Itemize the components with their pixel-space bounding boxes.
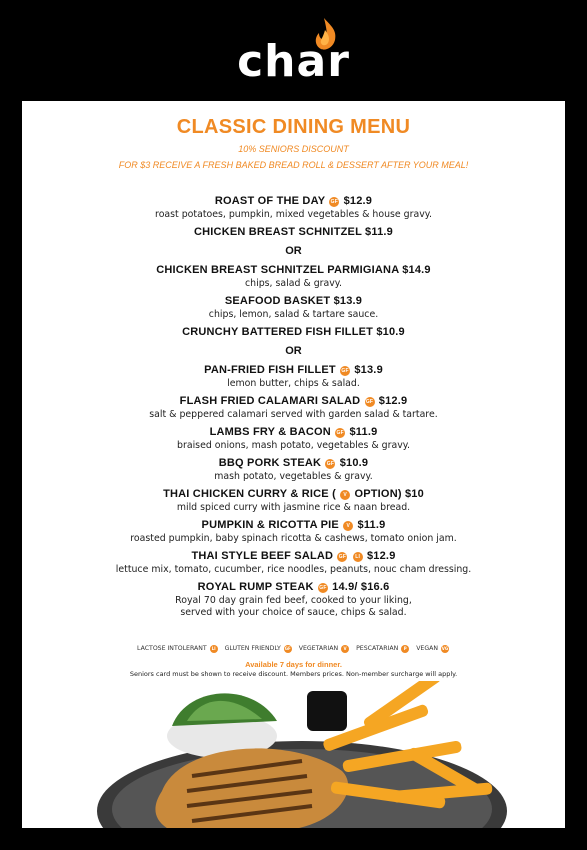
menu-item-name <box>22 294 565 309</box>
menu-item <box>22 487 565 514</box>
or-separator: OR <box>285 245 302 257</box>
diet-badge-icon: GF <box>336 430 344 436</box>
dish-name: THAI STYLE BEEF SALAD <box>191 550 334 562</box>
dish-name: ROYAL RUMP STEAK <box>197 581 314 593</box>
diet-badge-icon: V <box>340 490 350 500</box>
legend-badge-icon: LI <box>211 646 216 651</box>
menu-item-name <box>22 456 565 471</box>
dish-name: CHICKEN BREAST SCHNITZEL PARMIGIANA $14.9 <box>156 264 431 276</box>
header-logo-area <box>0 0 587 100</box>
brand-logo: char <box>237 36 350 87</box>
menu-item <box>22 518 565 545</box>
dish-price: OPTION) $10 <box>354 488 424 500</box>
dish-name: THAI CHICKEN CURRY & RICE ( <box>163 488 336 500</box>
dish-price: $11.9 <box>349 426 378 438</box>
legend-label: VEGETARIAN <box>298 645 339 652</box>
dish-description: salt & peppered calamari served with garden salad & tartare. <box>149 409 438 420</box>
dish-description: roast potatoes, pumpkin, mixed vegetables & house gravy. <box>155 209 432 220</box>
menu-title: CLASSIC DINING MENU <box>176 116 411 138</box>
legend-item <box>356 645 410 652</box>
menu-panel <box>22 101 565 828</box>
dish-price: $12.9 <box>366 550 396 562</box>
dish-price: $10.9 <box>339 457 369 469</box>
menu-item-name <box>22 394 565 409</box>
menu-item-name <box>22 425 565 440</box>
menu-item-name <box>22 549 565 564</box>
seniors-discount: 10% SENIORS DISCOUNT <box>238 144 349 154</box>
menu-item <box>22 263 565 290</box>
menu-item <box>22 194 565 221</box>
menu-item <box>22 225 565 240</box>
menu-item <box>22 325 565 340</box>
menu-item-name <box>22 325 565 340</box>
legend-badge-icon: V <box>341 645 349 653</box>
or-separator: OR <box>285 345 302 357</box>
legend-item <box>137 645 219 652</box>
dish-price: $12.9 <box>378 395 408 407</box>
dish-name: SEAFOOD BASKET $13.9 <box>224 295 363 307</box>
dish-description: Royal 70 day grain fed beef, cooked to your liking, served with your choice of sauce, chips & salad. <box>175 595 412 618</box>
legend-item <box>416 645 450 652</box>
dish-name: CRUNCHY BATTERED FISH FILLET $10.9 <box>182 326 405 338</box>
steak-and-chips-photo <box>92 681 512 828</box>
menu-item <box>22 394 565 421</box>
dish-description: lettuce mix, tomato, cucumber, rice noodles, peanuts, nouc cham dressing. <box>115 564 472 575</box>
dish-price: 14.9/ $16.6 <box>332 581 390 593</box>
dish-name: ROAST OF THE DAY <box>214 195 326 207</box>
legend-label: VEGAN <box>416 645 439 652</box>
menu-item-name <box>22 518 565 533</box>
legend-label: GLUTEN FRIENDLY <box>224 645 281 652</box>
menu-item <box>22 580 565 619</box>
legend-item <box>299 645 350 652</box>
dish-price: $11.9 <box>357 519 386 531</box>
dish-description: lemon butter, chips & salad. <box>227 378 360 389</box>
diet-badge-icon: GF <box>341 368 349 374</box>
menu-item <box>22 425 565 452</box>
menu-item-name <box>22 487 565 502</box>
legend-badge-icon: VG <box>441 646 449 651</box>
availability-note: Available 7 days for dinner. <box>245 660 342 669</box>
dish-price: $13.9 <box>354 364 383 376</box>
menu-item <box>22 363 565 390</box>
legend-badge-icon: GF <box>284 646 291 651</box>
legend-label: LACTOSE INTOLERANT <box>137 645 207 652</box>
menu-item-name <box>22 263 565 278</box>
menu-item-name <box>22 363 565 378</box>
menu-list <box>22 194 565 623</box>
diet-badge-icon: GF <box>319 585 327 591</box>
legend-item <box>225 645 293 652</box>
dish-name: PUMPKIN & RICOTTA PIE <box>201 519 339 531</box>
bread-dessert-offer: FOR $3 RECEIVE A FRESH BAKED BREAD ROLL & DESSERT AFTER YOUR MEAL! <box>118 160 469 170</box>
diet-badge-icon: GF <box>338 554 347 560</box>
dish-name: CHICKEN BREAST SCHNITZEL $11.9 <box>194 226 393 238</box>
dish-description: chips, lemon, salad & tartare sauce. <box>208 309 379 320</box>
menu-item <box>22 456 565 483</box>
legend-label: PESCATARIAN <box>356 645 399 652</box>
dish-description: roasted pumpkin, baby spinach ricotta & cashews, tomato onion jam. <box>130 533 457 544</box>
dish-description: braised onions, mash potato, vegetables & gravy. <box>177 440 410 451</box>
dish-price: $12.9 <box>343 195 373 207</box>
menu-item-name <box>22 225 565 240</box>
dish-description: mild spiced curry with jasmine rice & naan bread. <box>176 502 411 513</box>
dish-description: mash potato, vegetables & gravy. <box>214 471 373 482</box>
dish-name: FLASH FRIED CALAMARI SALAD <box>179 395 361 407</box>
dish-name: BBQ PORK STEAK <box>218 457 322 469</box>
diet-badge-icon: LI <box>353 552 363 562</box>
dietary-legend <box>22 645 565 653</box>
menu-item <box>22 549 565 576</box>
dish-name: LAMBS FRY & BACON <box>209 426 331 438</box>
seniors-note: Seniors card must be shown to receive discount. Members prices. Non-member surcharge will apply. <box>129 670 458 678</box>
menu-item-name <box>22 580 565 595</box>
diet-badge-icon: V <box>343 521 353 531</box>
legend-badge-icon: P <box>401 645 409 653</box>
menu-item <box>22 294 565 321</box>
menu-item-name <box>22 194 565 209</box>
dish-description: chips, salad & gravy. <box>245 278 342 289</box>
diet-badge-icon: GF <box>326 461 335 467</box>
diet-badge-icon: GF <box>365 399 374 405</box>
diet-badge-icon: GF <box>330 199 338 205</box>
dish-name: PAN-FRIED FISH FILLET <box>204 364 336 376</box>
